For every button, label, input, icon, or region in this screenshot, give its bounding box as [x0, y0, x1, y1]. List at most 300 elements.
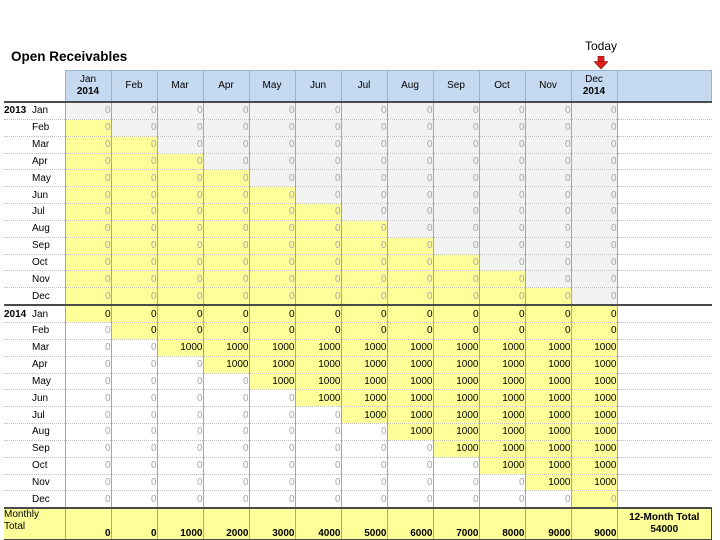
receivable-cell[interactable]: 1000	[525, 356, 571, 373]
receivable-cell[interactable]: 0	[341, 288, 387, 305]
receivable-cell[interactable]: 0	[111, 390, 157, 407]
receivable-cell[interactable]: 0	[157, 187, 203, 204]
receivable-cell[interactable]: 1000	[387, 407, 433, 424]
receivable-cell[interactable]: 0	[433, 305, 479, 322]
receivable-cell[interactable]: 0	[571, 102, 617, 119]
receivable-cell[interactable]: 0	[111, 339, 157, 356]
receivable-cell[interactable]: 0	[65, 187, 111, 204]
receivable-cell[interactable]: 1000	[571, 390, 617, 407]
receivable-cell[interactable]: 0	[479, 305, 525, 322]
receivable-cell[interactable]: 0	[341, 440, 387, 457]
receivable-cell[interactable]: 0	[111, 457, 157, 474]
receivable-cell[interactable]: 0	[387, 254, 433, 271]
receivable-cell[interactable]: 0	[433, 136, 479, 153]
receivable-cell[interactable]: 0	[525, 271, 571, 288]
receivable-cell[interactable]: 0	[203, 305, 249, 322]
receivable-cell[interactable]: 0	[341, 119, 387, 136]
receivable-cell[interactable]: 0	[387, 102, 433, 119]
receivable-cell[interactable]: 0	[479, 237, 525, 254]
receivable-cell[interactable]: 0	[249, 424, 295, 441]
receivable-cell[interactable]: 0	[387, 440, 433, 457]
receivable-cell[interactable]: 0	[111, 254, 157, 271]
receivable-cell[interactable]: 0	[111, 220, 157, 237]
receivable-cell[interactable]: 0	[111, 204, 157, 221]
receivable-cell[interactable]: 1000	[433, 424, 479, 441]
receivable-cell[interactable]: 0	[65, 153, 111, 170]
receivable-cell[interactable]: 1000	[295, 356, 341, 373]
receivable-cell[interactable]: 1000	[203, 339, 249, 356]
receivable-cell[interactable]: 0	[433, 187, 479, 204]
receivable-cell[interactable]: 0	[203, 220, 249, 237]
receivable-cell[interactable]: 0	[203, 254, 249, 271]
receivable-cell[interactable]: 0	[65, 136, 111, 153]
receivable-cell[interactable]: 0	[249, 153, 295, 170]
receivable-cell[interactable]: 1000	[341, 339, 387, 356]
receivable-cell[interactable]: 0	[111, 474, 157, 491]
receivable-cell[interactable]: 0	[249, 474, 295, 491]
receivable-cell[interactable]: 0	[433, 254, 479, 271]
receivable-cell[interactable]: 0	[479, 136, 525, 153]
receivable-cell[interactable]: 0	[571, 220, 617, 237]
receivable-cell[interactable]: 0	[203, 102, 249, 119]
receivable-cell[interactable]: 0	[387, 204, 433, 221]
receivable-cell[interactable]: 0	[157, 102, 203, 119]
row-spacer	[617, 457, 712, 474]
receivable-cell[interactable]: 0	[203, 390, 249, 407]
receivable-cell[interactable]: 0	[203, 187, 249, 204]
receivable-cell[interactable]: 0	[295, 457, 341, 474]
receivable-cell[interactable]: 0	[525, 119, 571, 136]
receivable-cell[interactable]: 0	[65, 457, 111, 474]
receivable-cell[interactable]: 1000	[295, 339, 341, 356]
receivable-cell[interactable]: 0	[111, 491, 157, 508]
receivable-cell[interactable]: 0	[157, 220, 203, 237]
receivable-cell[interactable]: 0	[157, 153, 203, 170]
receivable-cell[interactable]: 1000	[525, 474, 571, 491]
receivable-cell[interactable]: 1000	[479, 390, 525, 407]
receivable-cell[interactable]: 1000	[525, 440, 571, 457]
receivable-cell[interactable]: 0	[571, 305, 617, 322]
receivable-cell[interactable]: 0	[203, 440, 249, 457]
receivable-cell[interactable]: 0	[203, 153, 249, 170]
receivable-cell[interactable]: 0	[341, 237, 387, 254]
receivable-cell[interactable]: 0	[295, 407, 341, 424]
receivable-cell[interactable]: 0	[111, 170, 157, 187]
receivable-cell[interactable]: 0	[387, 170, 433, 187]
receivable-cell[interactable]: 0	[111, 237, 157, 254]
receivable-cell[interactable]: 1000	[525, 390, 571, 407]
receivable-cell[interactable]: 0	[65, 237, 111, 254]
receivable-cell[interactable]: 0	[479, 187, 525, 204]
receivable-cell[interactable]: 0	[65, 373, 111, 390]
receivable-cell[interactable]: 0	[65, 339, 111, 356]
column-month-label: Apr	[218, 80, 234, 91]
receivable-cell[interactable]: 0	[203, 271, 249, 288]
receivable-cell[interactable]: 0	[433, 220, 479, 237]
receivable-cell[interactable]: 0	[433, 322, 479, 339]
receivable-cell[interactable]: 0	[479, 254, 525, 271]
receivable-cell[interactable]: 0	[341, 254, 387, 271]
receivable-cell[interactable]: 0	[295, 322, 341, 339]
receivable-cell[interactable]: 1000	[571, 440, 617, 457]
receivable-cell[interactable]: 0	[203, 136, 249, 153]
receivable-cell[interactable]: 1000	[525, 457, 571, 474]
receivable-cell[interactable]: 0	[341, 102, 387, 119]
receivable-cell[interactable]: 0	[157, 457, 203, 474]
receivable-cell[interactable]: 0	[111, 424, 157, 441]
receivable-cell[interactable]: 0	[433, 170, 479, 187]
receivable-cell[interactable]: 0	[249, 170, 295, 187]
receivable-cell[interactable]: 1000	[571, 373, 617, 390]
receivable-cell[interactable]: 0	[525, 288, 571, 305]
receivable-cell[interactable]: 0	[525, 136, 571, 153]
receivable-cell[interactable]: 0	[249, 440, 295, 457]
receivable-cell[interactable]: 0	[387, 271, 433, 288]
receivable-cell[interactable]: 0	[65, 119, 111, 136]
receivable-cell[interactable]: 0	[341, 424, 387, 441]
receivable-cell[interactable]: 0	[157, 491, 203, 508]
receivable-cell[interactable]: 0	[157, 390, 203, 407]
receivable-cell[interactable]: 0	[249, 254, 295, 271]
receivable-cell[interactable]: 0	[295, 204, 341, 221]
receivable-cell[interactable]: 0	[111, 187, 157, 204]
receivable-cell[interactable]: 1000	[525, 339, 571, 356]
receivable-cell[interactable]: 0	[111, 288, 157, 305]
receivable-cell[interactable]: 0	[65, 474, 111, 491]
receivable-cell[interactable]: 0	[525, 153, 571, 170]
receivable-cell[interactable]: 0	[111, 271, 157, 288]
receivable-cell[interactable]: 1000	[479, 373, 525, 390]
receivable-cell[interactable]: 0	[65, 271, 111, 288]
receivable-cell[interactable]: 1000	[571, 356, 617, 373]
receivable-cell[interactable]: 0	[387, 474, 433, 491]
receivable-cell[interactable]: 0	[387, 491, 433, 508]
receivable-cell[interactable]: 0	[203, 474, 249, 491]
receivable-cell[interactable]: 0	[295, 220, 341, 237]
receivable-cell[interactable]: 0	[295, 237, 341, 254]
receivable-cell[interactable]: 1000	[387, 390, 433, 407]
receivable-cell[interactable]: 0	[525, 491, 571, 508]
receivable-cell[interactable]: 0	[157, 356, 203, 373]
receivable-cell[interactable]: 0	[571, 322, 617, 339]
row-spacer	[617, 407, 712, 424]
receivable-cell[interactable]: 0	[479, 491, 525, 508]
receivable-cell[interactable]: 0	[249, 491, 295, 508]
receivable-cell[interactable]: 0	[65, 102, 111, 119]
receivable-cell[interactable]: 0	[157, 288, 203, 305]
receivable-cell[interactable]: 1000	[433, 356, 479, 373]
row-year-label	[4, 204, 32, 221]
receivable-cell[interactable]: 0	[479, 322, 525, 339]
receivable-cell[interactable]: 0	[479, 288, 525, 305]
receivable-cell[interactable]: 0	[157, 119, 203, 136]
receivable-cell[interactable]: 0	[249, 288, 295, 305]
receivable-cell[interactable]: 0	[571, 119, 617, 136]
receivable-cell[interactable]: 0	[65, 390, 111, 407]
receivable-cell[interactable]: 0	[525, 187, 571, 204]
receivable-cell[interactable]: 0	[111, 356, 157, 373]
receivable-cell[interactable]: 0	[433, 102, 479, 119]
receivable-cell[interactable]: 0	[65, 424, 111, 441]
receivable-cell[interactable]: 0	[479, 153, 525, 170]
receivable-cell[interactable]: 0	[157, 271, 203, 288]
receivable-cell[interactable]: 0	[65, 288, 111, 305]
receivable-cell[interactable]: 0	[157, 424, 203, 441]
receivable-cell[interactable]: 0	[157, 474, 203, 491]
receivable-cell[interactable]: 0	[65, 204, 111, 221]
receivable-cell[interactable]: 0	[433, 204, 479, 221]
receivable-cell[interactable]: 0	[203, 204, 249, 221]
receivable-cell[interactable]: 0	[387, 153, 433, 170]
receivable-cell[interactable]: 0	[295, 254, 341, 271]
receivable-cell[interactable]: 0	[249, 322, 295, 339]
receivable-cell[interactable]: 0	[111, 153, 157, 170]
receivable-cell[interactable]: 0	[157, 204, 203, 221]
receivable-cell[interactable]: 1000	[433, 407, 479, 424]
receivable-cell[interactable]: 1000	[249, 373, 295, 390]
receivable-cell[interactable]: 0	[249, 119, 295, 136]
receivable-cell[interactable]: 0	[249, 102, 295, 119]
receivable-cell[interactable]: 0	[341, 170, 387, 187]
receivable-cell[interactable]: 0	[249, 220, 295, 237]
receivable-cell[interactable]: 0	[571, 187, 617, 204]
receivable-cell[interactable]: 0	[525, 322, 571, 339]
receivable-cell[interactable]: 1000	[249, 356, 295, 373]
receivable-cell[interactable]: 0	[203, 491, 249, 508]
receivable-cell[interactable]: 0	[111, 119, 157, 136]
receivable-cell[interactable]: 1000	[479, 440, 525, 457]
receivable-cell[interactable]: 0	[341, 136, 387, 153]
receivable-cell[interactable]: 1000	[341, 356, 387, 373]
receivable-cell[interactable]: 0	[157, 136, 203, 153]
receivable-cell[interactable]: 1000	[479, 356, 525, 373]
receivable-cell[interactable]: 0	[249, 237, 295, 254]
receivable-cell[interactable]: 0	[479, 170, 525, 187]
receivable-cell[interactable]: 0	[249, 390, 295, 407]
receivable-cell[interactable]: 0	[157, 254, 203, 271]
receivable-cell[interactable]: 0	[341, 271, 387, 288]
receivable-cell[interactable]: 0	[157, 237, 203, 254]
receivable-cell[interactable]: 0	[479, 474, 525, 491]
receivable-cell[interactable]: 0	[65, 440, 111, 457]
receivable-cell[interactable]: 0	[341, 153, 387, 170]
receivable-cell[interactable]: 0	[341, 457, 387, 474]
receivable-cell[interactable]: 1000	[479, 407, 525, 424]
receivable-cell[interactable]: 0	[203, 288, 249, 305]
receivable-cell[interactable]: 1000	[387, 373, 433, 390]
receivable-cell[interactable]: 0	[387, 119, 433, 136]
twelve-month-total	[617, 508, 712, 540]
receivable-cell[interactable]: 1000	[203, 356, 249, 373]
receivable-cell[interactable]: 0	[387, 237, 433, 254]
receivable-cell[interactable]: 0	[525, 220, 571, 237]
receivable-cell[interactable]: 0	[111, 407, 157, 424]
receivable-cell[interactable]: 0	[111, 102, 157, 119]
receivable-cell[interactable]: 0	[295, 491, 341, 508]
receivable-cell[interactable]: 0	[341, 204, 387, 221]
receivable-cell[interactable]: 0	[203, 373, 249, 390]
receivable-cell[interactable]: 1000	[571, 457, 617, 474]
receivable-cell[interactable]: 0	[479, 271, 525, 288]
row-spacer	[617, 254, 712, 271]
receivable-cell[interactable]: 0	[65, 170, 111, 187]
receivable-cell[interactable]: 0	[525, 102, 571, 119]
receivable-cell[interactable]: 0	[387, 136, 433, 153]
receivable-cell[interactable]: 0	[203, 457, 249, 474]
receivable-cell[interactable]: 1000	[479, 424, 525, 441]
receivable-cell[interactable]: 0	[341, 305, 387, 322]
receivable-cell[interactable]: 0	[433, 153, 479, 170]
receivable-cell[interactable]: 0	[295, 474, 341, 491]
receivable-cell[interactable]: 1000	[525, 424, 571, 441]
receivable-cell[interactable]: 0	[525, 170, 571, 187]
receivable-cell[interactable]: 1000	[341, 407, 387, 424]
receivable-cell[interactable]: 0	[571, 288, 617, 305]
receivable-cell[interactable]: 0	[433, 288, 479, 305]
receivable-cell[interactable]: 1000	[525, 373, 571, 390]
receivable-cell[interactable]: 0	[387, 305, 433, 322]
receivable-cell[interactable]: 0	[571, 136, 617, 153]
column-header-oct	[479, 71, 525, 103]
receivable-cell[interactable]: 1000	[249, 339, 295, 356]
receivable-cell[interactable]: 0	[295, 102, 341, 119]
receivable-cell[interactable]: 1000	[341, 390, 387, 407]
receivable-cell[interactable]: 0	[387, 220, 433, 237]
receivable-cell[interactable]: 0	[65, 491, 111, 508]
receivable-cell[interactable]: 0	[341, 220, 387, 237]
receivable-cell[interactable]: 1000	[387, 339, 433, 356]
monthly-total-cell: 8000	[479, 508, 525, 540]
receivable-cell[interactable]: 0	[65, 407, 111, 424]
receivable-cell[interactable]: 0	[65, 356, 111, 373]
receivable-cell[interactable]: 0	[157, 440, 203, 457]
receivable-cell[interactable]: 0	[65, 254, 111, 271]
receivable-cell[interactable]: 0	[341, 187, 387, 204]
receivable-cell[interactable]: 0	[249, 204, 295, 221]
receivable-cell[interactable]: 0	[111, 322, 157, 339]
receivable-cell[interactable]: 0	[433, 119, 479, 136]
receivable-cell[interactable]: 0	[157, 373, 203, 390]
receivable-cell[interactable]: 0	[571, 153, 617, 170]
receivable-cell[interactable]: 1000	[433, 390, 479, 407]
receivable-cell[interactable]: 0	[295, 119, 341, 136]
receivable-cell[interactable]: 0	[433, 237, 479, 254]
receivable-cell[interactable]: 0	[249, 305, 295, 322]
receivable-cell[interactable]: 0	[525, 254, 571, 271]
receivable-cell[interactable]: 0	[157, 305, 203, 322]
receivable-cell[interactable]: 1000	[387, 424, 433, 441]
receivable-cell[interactable]: 0	[295, 305, 341, 322]
receivable-cell[interactable]: 0	[65, 220, 111, 237]
receivable-cell[interactable]: 0	[65, 322, 111, 339]
receivable-cell[interactable]: 1000	[479, 339, 525, 356]
receivable-cell[interactable]: 0	[433, 491, 479, 508]
receivable-cell[interactable]: 0	[341, 474, 387, 491]
receivable-cell[interactable]: 0	[295, 170, 341, 187]
receivable-cell[interactable]: 0	[295, 440, 341, 457]
receivable-cell[interactable]: 0	[571, 271, 617, 288]
receivable-cell[interactable]: 0	[479, 220, 525, 237]
receivable-cell[interactable]: 1000	[341, 373, 387, 390]
receivable-cell[interactable]: 0	[203, 170, 249, 187]
receivable-cell[interactable]: 0	[479, 204, 525, 221]
receivable-cell[interactable]: 0	[341, 322, 387, 339]
receivable-cell[interactable]: 0	[157, 407, 203, 424]
receivable-cell[interactable]: 1000	[571, 424, 617, 441]
receivable-cell[interactable]: 1000	[433, 440, 479, 457]
receivable-cell[interactable]: 0	[387, 288, 433, 305]
table-row	[4, 390, 712, 407]
receivable-cell[interactable]: 0	[249, 187, 295, 204]
receivable-cell[interactable]: 0	[249, 271, 295, 288]
receivable-cell[interactable]: 0	[525, 237, 571, 254]
receivable-cell[interactable]: 0	[341, 491, 387, 508]
receivable-cell[interactable]: 0	[203, 424, 249, 441]
column-header-aug	[387, 71, 433, 103]
receivable-cell[interactable]: 1000	[295, 373, 341, 390]
receivable-cell[interactable]: 1000	[479, 457, 525, 474]
receivable-cell[interactable]: 0	[111, 136, 157, 153]
receivable-cell[interactable]: 0	[295, 136, 341, 153]
receivable-cell[interactable]: 0	[295, 187, 341, 204]
receivable-cell[interactable]: 1000	[387, 356, 433, 373]
receivable-cell[interactable]: 0	[295, 288, 341, 305]
receivable-cell[interactable]: 0	[203, 407, 249, 424]
column-month-label: Feb	[125, 80, 143, 91]
receivable-cell[interactable]: 0	[111, 373, 157, 390]
receivable-cell[interactable]: 0	[433, 457, 479, 474]
receivable-cell[interactable]: 1000	[157, 339, 203, 356]
receivable-cell[interactable]: 0	[203, 237, 249, 254]
receivable-cell[interactable]: 0	[249, 136, 295, 153]
receivable-cell[interactable]: 0	[249, 457, 295, 474]
receivable-cell[interactable]: 0	[295, 153, 341, 170]
receivable-cell[interactable]: 0	[479, 102, 525, 119]
receivable-cell[interactable]: 0	[295, 271, 341, 288]
receivable-cell[interactable]: 1000	[571, 339, 617, 356]
receivable-cell[interactable]: 1000	[571, 407, 617, 424]
receivable-cell[interactable]: 1000	[525, 407, 571, 424]
receivable-cell[interactable]: 0	[157, 322, 203, 339]
receivable-cell[interactable]: 0	[387, 187, 433, 204]
receivable-cell[interactable]: 0	[203, 322, 249, 339]
receivable-cell[interactable]: 0	[157, 170, 203, 187]
receivable-cell[interactable]: 0	[249, 407, 295, 424]
receivable-cell[interactable]: 0	[479, 119, 525, 136]
receivable-cell[interactable]: 0	[571, 237, 617, 254]
receivable-cell[interactable]: 1000	[433, 339, 479, 356]
receivable-cell[interactable]: 0	[571, 254, 617, 271]
receivable-cell[interactable]: 0	[525, 305, 571, 322]
receivable-cell[interactable]: 1000	[433, 373, 479, 390]
receivable-cell[interactable]: 0	[295, 424, 341, 441]
receivable-cell[interactable]: 0	[525, 204, 571, 221]
receivable-cell[interactable]: 0	[387, 322, 433, 339]
receivable-cell[interactable]: 0	[571, 204, 617, 221]
receivable-cell[interactable]: 0	[111, 440, 157, 457]
receivable-cell[interactable]: 0	[111, 305, 157, 322]
receivable-cell[interactable]: 0	[433, 474, 479, 491]
receivable-cell[interactable]: 0	[571, 170, 617, 187]
receivable-cell[interactable]: 0	[571, 491, 617, 508]
receivable-cell[interactable]: 1000	[571, 474, 617, 491]
row-month-label: Apr	[32, 356, 65, 373]
receivable-cell[interactable]: 0	[433, 271, 479, 288]
receivable-cell[interactable]: 0	[203, 119, 249, 136]
receivable-cell[interactable]: 1000	[295, 390, 341, 407]
receivable-cell[interactable]: 0	[387, 457, 433, 474]
receivable-cell[interactable]: 0	[65, 305, 111, 322]
